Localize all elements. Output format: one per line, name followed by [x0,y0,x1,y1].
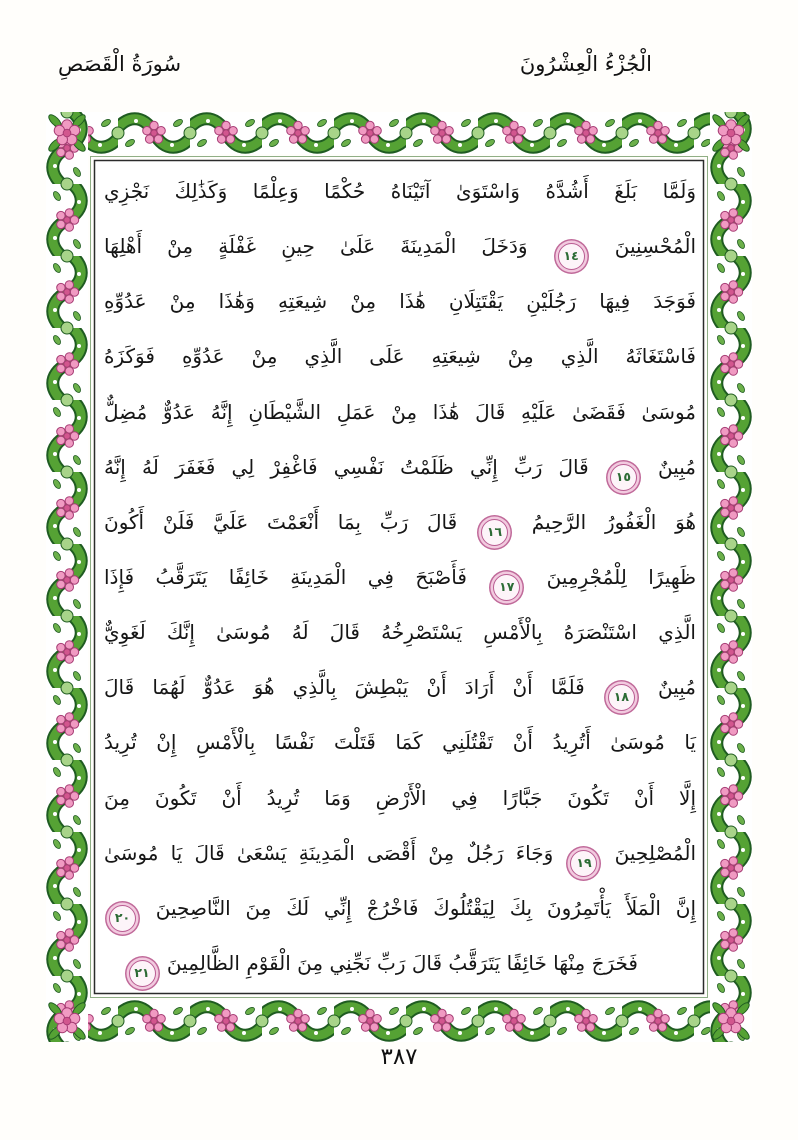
quran-line [104,826,696,880]
line-text: قَالَ رَبِّ إِنِّي ظَلَمْتُ نَفْسِي فَاغْفِرْ لِي فَغَفَرَ لَهُ إِنَّهُ [104,454,589,479]
line-text: هُوَ الْغَفُورُ الرَّحِيمُ [531,509,697,534]
line-text: إِنَّ الْمَلَأَ يَأْتَمِرُونَ بِكَ لِيَقْتُلُوكَ فَاخْرُجْ إِنِّي لَكَ مِنَ النَّاصِحِينَ [155,895,696,920]
verse-number-marker: ٢٠ [109,905,136,932]
border-band-bottom [46,1000,752,1042]
verse-number-marker: ١٤ [558,243,585,270]
line-text: الْمُصْلِحِينَ [614,840,697,865]
line-text: مُوسَىٰ فَقَضَىٰ عَلَيْهِ قَالَ هَٰذَا مِنْ عَمَلِ الشَّيْطَانِ إِنَّهُ عَدُوٌّ مُضِلٌّ [104,399,696,424]
quran-line [104,440,696,494]
line-text: مُبِينٌ [657,454,696,479]
border-band-left [46,112,88,1042]
line-text: يَا مُوسَىٰ أَتُرِيدُ أَنْ تَقْتُلَنِي كَمَا قَتَلْتَ نَفْسًا بِالْأَمْسِ إِنْ تُرِيدُ [104,730,696,755]
line-text: فَخَرَجَ مِنْهَا خَائِفًا يَتَرَقَّبُ قَالَ رَبِّ نَجِّنِي مِنَ الْقَوْمِ الظَّالِمِينَ [166,950,638,975]
quran-line [104,550,696,604]
line-text: الْمُحْسِنِينَ [614,234,696,259]
line-text: فَوَجَدَ فِيهَا رَجُلَيْنِ يَقْتَتِلَانِ هَٰذَا مِنْ شِيعَتِهِ وَهَٰذَا مِنْ عَدُوِّهِ [104,289,696,314]
verse-number-marker: ١٦ [481,519,508,546]
page-number: ٣٨٧ [380,1044,418,1070]
quran-line [104,274,696,328]
verse-number-marker: ١٧ [493,574,520,601]
quran-line [104,605,696,659]
line-text: فَلَمَّا أَنْ أَرَادَ أَنْ يَبْطِشَ بِالَّذِي هُوَ عَدُوٌّ لَهُمَا قَالَ [104,675,585,700]
line-text: ظَهِيرًا لِلْمُجْرِمِينَ [546,564,696,589]
verse-number-marker: ١٥ [610,464,637,491]
line-text: وَجَاءَ رَجُلٌ مِنْ أَقْصَى الْمَدِينَةِ يَسْعَىٰ قَالَ يَا مُوسَىٰ [104,840,554,865]
line-text: الَّذِي اسْتَنْصَرَهُ بِالْأَمْسِ يَسْتَصْرِخُهُ قَالَ لَهُ مُوسَىٰ إِنَّكَ لَغَوِيٌّ [104,620,696,645]
page-header [58,52,652,76]
line-text: وَدَخَلَ الْمَدِينَةَ عَلَىٰ حِينِ غَفْلَةٍ مِنْ أَهْلِهَا [104,234,528,259]
border-band-right [710,112,752,1042]
quran-line [104,219,696,273]
quran-line [104,660,696,714]
surah-title: سُورَةُ الْقَصَصِ [58,52,182,76]
verse-number-marker: ١٨ [608,684,635,711]
verse-number-marker: ١٩ [570,850,597,877]
line-text: مُبِينٌ [658,675,697,700]
line-text: فَاسْتَغَاثَهُ الَّذِي مِنْ شِيعَتِهِ عَلَى الَّذِي مِنْ عَدُوِّهِ فَوَكَزَهُ [104,344,696,369]
quran-line [104,936,696,990]
line-text: إِلَّا أَنْ تَكُونَ جَبَّارًا فِي الْأَرْضِ وَمَا تُرِيدُ أَنْ تَكُونَ مِنَ [104,785,696,810]
quran-line [104,329,696,383]
juz-title: الْجُزْءُ الْعِشْرُونَ [519,52,652,76]
quran-line [104,771,696,825]
quran-line [104,881,696,935]
quran-line [104,385,696,439]
verse-number-marker: ٢١ [129,960,156,987]
line-text: قَالَ رَبِّ بِمَا أَنْعَمْتَ عَلَيَّ فَلَنْ أَكُونَ [104,509,458,534]
line-text: فَأَصْبَحَ فِي الْمَدِينَةِ خَائِفًا يَتَرَقَّبُ فَإِذَا [104,564,467,589]
quran-line [104,495,696,549]
quran-line [104,164,696,218]
quran-text-area [104,164,696,990]
quran-line [104,715,696,769]
border-band-top [46,112,752,154]
line-text: وَلَمَّا بَلَغَ أَشُدَّهُ وَاسْتَوَىٰ آتَيْنَاهُ حُكْمًا وَعِلْمًا وَكَذَٰلِكَ نَجْزِي [104,179,696,203]
